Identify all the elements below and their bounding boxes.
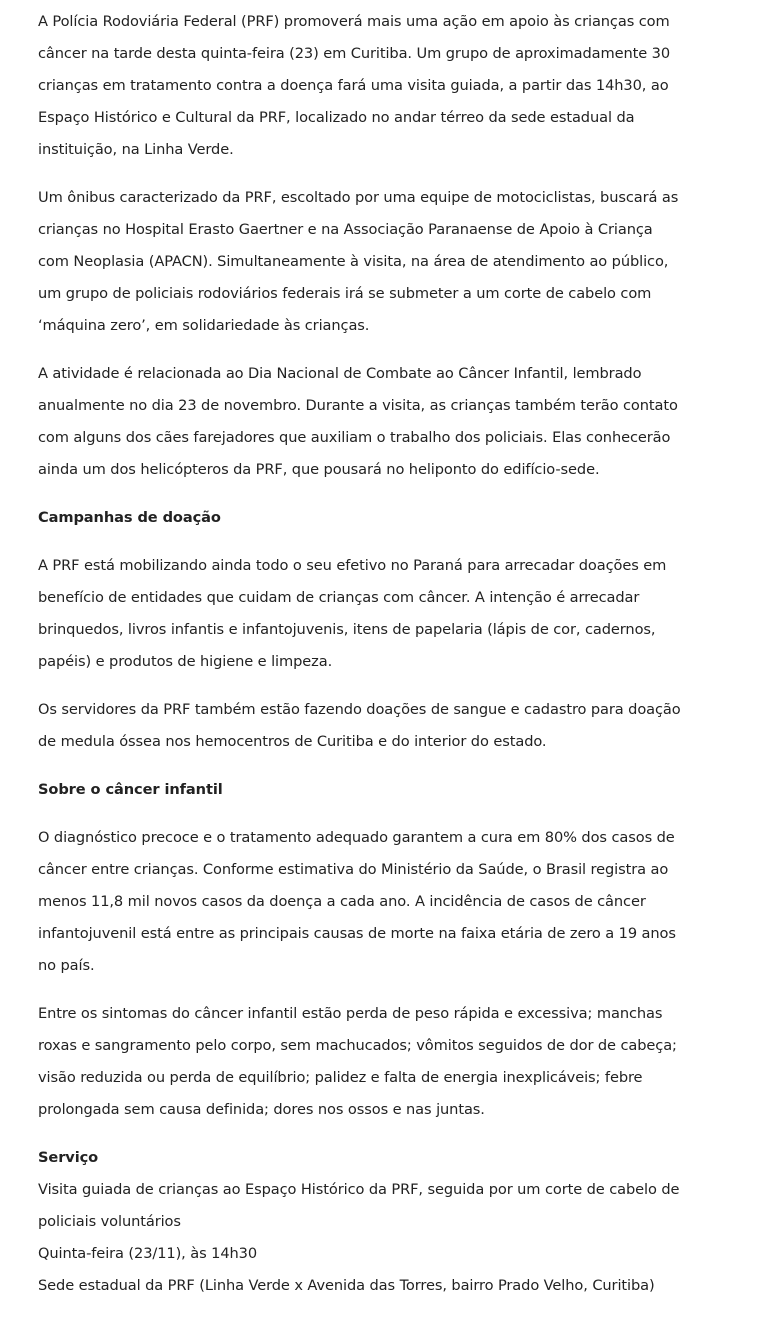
donations-heading: Campanhas de doação: [38, 509, 221, 526]
service-datetime: Quinta-feira (23/11), às 14h30: [38, 1245, 258, 1262]
about-cancer-paragraph-2: Entre os sintomas do câncer infantil estão perda de peso rápida e excessiva; manchas roxas e sangramento pelo corpo, sem machucados; vômitos seguidos de dor de cabeça; visão reduzida ou perda de equilíbrio; palidez e falta de energia inexplicáveis; febre prolongada sem causa definida; dores nos ossos e nas juntas.: [38, 1005, 677, 1118]
service-block: [38, 1142, 688, 1302]
service-heading: Serviço: [38, 1149, 99, 1166]
about-cancer-paragraph-1: O diagnóstico precoce e o tratamento adequado garantem a cura em 80% dos casos de câncer entre crianças. Conforme estimativa do Ministério da Saúde, o Brasil registra ao menos 11,8 mil novos casos da doença a cada ano. A incidência de casos de câncer infantojuvenil está entre as principais causas de morte na faixa etária de zero a 19 anos no país.: [38, 829, 676, 974]
about-cancer-heading: Sobre o câncer infantil: [38, 781, 223, 798]
intro-paragraph-1: A Polícia Rodoviária Federal (PRF) promoverá mais uma ação em apoio às crianças com câncer na tarde desta quinta-feira (23) em Curitiba. Um grupo de aproximadamente 30 crianças em tratamento contra a doença fará uma visita guiada, a partir das 14h30, ao Espaço Histórico e Cultural da PRF, localizado no andar térreo da sede estadual da instituição, na Linha Verde.: [38, 13, 671, 158]
intro-paragraph-3: A atividade é relacionada ao Dia Nacional de Combate ao Câncer Infantil, lembrado anualmente no dia 23 de novembro. Durante a visita, as crianças também terão contato com alguns dos cães farejadores que auxiliam o trabalho dos policiais. Elas conhecerão ainda um dos helicópteros da PRF, que pousará no heliponto do edifício-sede.: [38, 365, 678, 478]
intro-paragraph-2: Um ônibus caracterizado da PRF, escoltado por uma equipe de motociclistas, buscará as crianças no Hospital Erasto Gaertner e na Associação Paranaense de Apoio à Criança com Neoplasia (APACN). Simultaneamente à visita, na área de atendimento ao público, um grupo de policiais rodoviários federais irá se submeter a um corte de cabelo com ‘máquina zero’, em solidariedade às crianças.: [38, 189, 679, 334]
donations-paragraph-2: Os servidores da PRF também estão fazendo doações de sangue e cadastro para doação de medula óssea nos hemocentros de Curitiba e do interior do estado.: [38, 701, 681, 750]
service-location: Sede estadual da PRF (Linha Verde x Avenida das Torres, bairro Prado Velho, Curitiba): [38, 1277, 655, 1294]
article-body: [38, 6, 688, 1302]
donations-paragraph-1: A PRF está mobilizando ainda todo o seu efetivo no Paraná para arrecadar doações em benefício de entidades que cuidam de crianças com câncer. A intenção é arrecadar brinquedos, livros infantis e infantojuvenis, itens de papelaria (lápis de cor, cadernos, papéis) e produtos de higiene e limpeza.: [38, 557, 667, 670]
service-description: Visita guiada de crianças ao Espaço Histórico da PRF, seguida por um corte de cabelo de policiais voluntários: [38, 1181, 680, 1230]
